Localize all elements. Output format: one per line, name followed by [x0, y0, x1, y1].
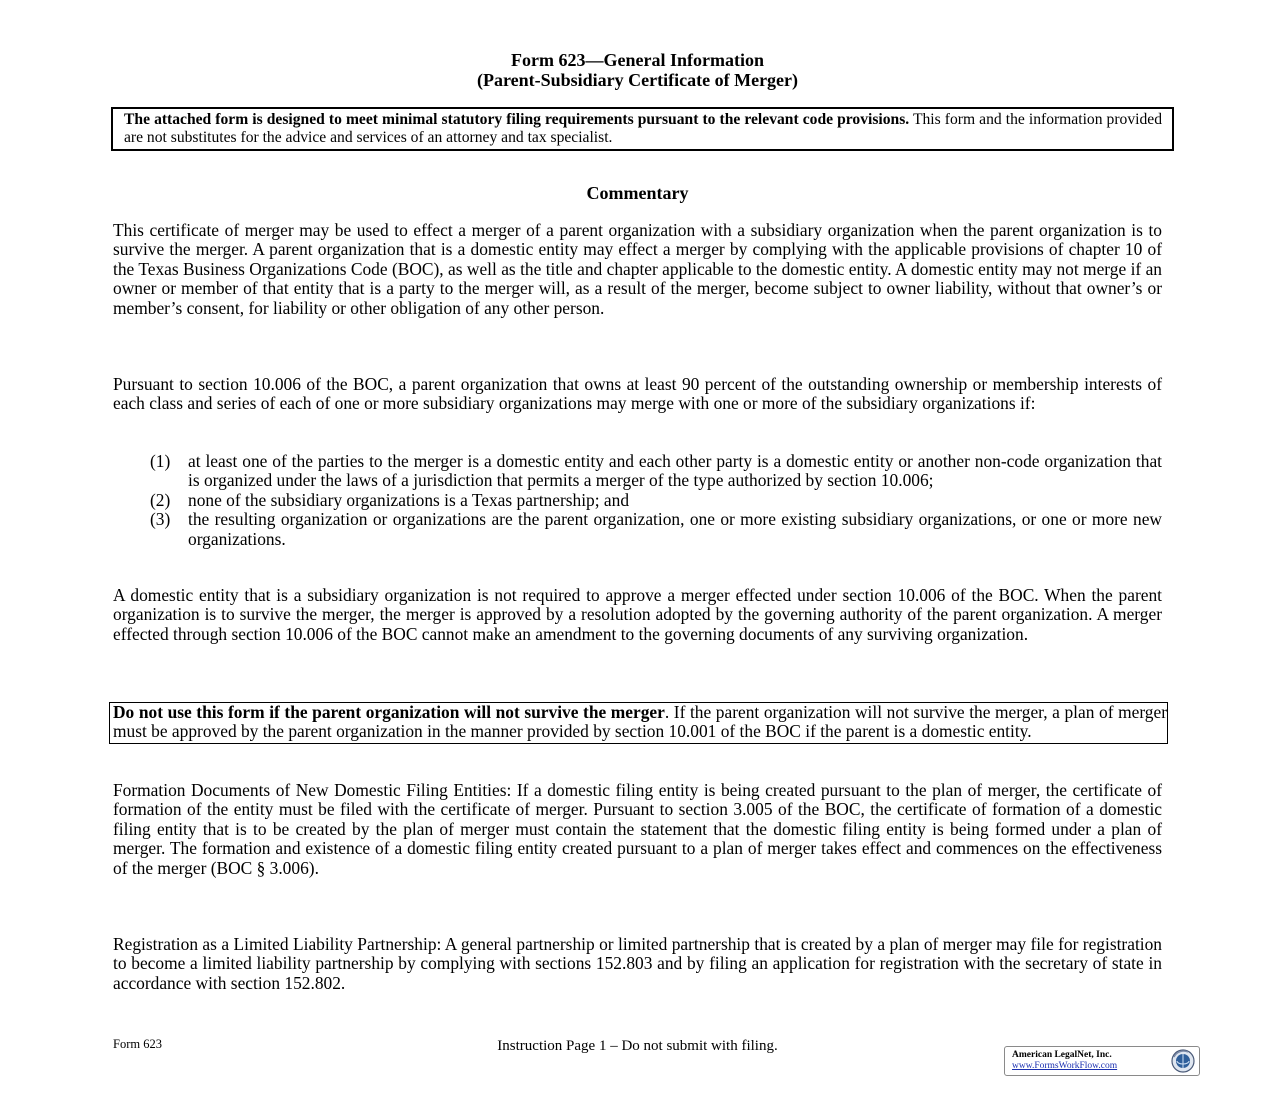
list-item-number: (2) [150, 489, 171, 510]
publisher-name: American LegalNet, Inc. [1012, 1050, 1112, 1060]
warning-text: . If the parent organization will not survive the merger, a plan of merger must be approved by the parent organization in the manner provided by section 10.001 of the BOC if the parent is a domestic entity. [113, 702, 1167, 742]
conditions-list [150, 452, 1162, 549]
section-heading: Commentary [586, 183, 689, 203]
warning-bold: Do not use this form if the parent organization will not survive the merger [113, 702, 665, 722]
list-item-number: (3) [150, 509, 171, 530]
page-subtitle: (Parent-Subsidiary Certificate of Merger) [476, 70, 799, 90]
publisher-link[interactable]: www.FormsWorkFlow.com [1012, 1061, 1118, 1071]
list-item-text: the resulting organization or organizations are the parent organization, one or more existing subsidiary organizations, or one or more new organizations. [188, 509, 1162, 549]
list-item [150, 452, 1162, 491]
disclaimer-text: This form and the information provided are not substitutes for the advice and services of an attorney and tax specialist. [124, 111, 1162, 146]
paragraph-section-10006: Pursuant to section 10.006 of the BOC, a parent organization that owns at least 90 percent of the outstanding ownership or membership interests of each class and series of each of one or more subsidiary organizations may merge with one or more of the subsidiary organizations if: [113, 374, 1162, 414]
paragraph-intro: This certificate of merger may be used to effect a merger of a parent organization with a subsidiary organization when the parent organization is to survive the merger. A parent organization that is a domestic entity may effect a merger by complying with the applicable provisions of chapter 10 of the Texas Business Organizations Code (BOC), as well as the title and chapter applicable to the domestic entity. A domestic entity may not merge if an owner or member of that entity that is a party to the merger will, as a result of the merger, become subject to owner liability, without that owner’s or member’s consent, for liability or other obligation of any other person. [113, 220, 1162, 318]
list-item [150, 491, 1162, 510]
list-item-text: none of the subsidiary organizations is a Texas partnership; and [188, 489, 630, 510]
disclaimer-box [111, 107, 1174, 151]
paragraph-approval: A domestic entity that is a subsidiary organization is not required to approve a merger effected under section 10.006 of the BOC. When the parent organization is to survive the merger, the merger is approved by a resolution adopted by the governing authority of the parent organization. A merger effected through section 10.006 of the BOC cannot make an amendment to the governing documents of any surviving organization. [113, 585, 1162, 644]
list-item-number: (1) [150, 451, 171, 471]
page-title: Form 623—General Information [511, 50, 764, 70]
footer-form-id: Form 623 [113, 1037, 162, 1051]
list-item [150, 510, 1162, 549]
disclaimer-bold: The attached form is designed to meet minimal statutory filing requirements pursuant to the relevant code provisions. [124, 111, 910, 128]
paragraph-llp-registration: Registration as a Limited Liability Partnership: A general partnership or limited partnership that is created by a plan of merger may file for registration to become a limited liability partnership by complying with sections 152.803 and by filing an application for registration with the secretary of state in accordance with section 152.802. [113, 934, 1162, 993]
footer-instruction: Instruction Page 1 – Do not submit with filing. [497, 1038, 778, 1054]
warning-box [109, 702, 1168, 744]
globe-icon [1171, 1049, 1195, 1073]
paragraph-formation-documents: Formation Documents of New Domestic Filing Entities: If a domestic filing entity is being created pursuant to the plan of merger, the certificate of formation of the entity must be filed with the certificate of merger. Pursuant to section 3.005 of the BOC, the certificate of formation of a domestic filing entity that is to be created by the plan of merger must contain the statement that the domestic filing entity is being formed under a plan of merger. The formation and existence of a domestic filing entity created pursuant to a plan of merger takes effect and commences on the effectiveness of the merger (BOC § 3.006). [113, 780, 1162, 878]
list-item-text: at least one of the parties to the merger is a domestic entity and each other party is a domestic entity or another non-code organization that is organized under the laws of a jurisdiction that permits a merger of the type authorized by section 10.006; [188, 451, 1162, 491]
publisher-badge[interactable] [1004, 1046, 1200, 1076]
